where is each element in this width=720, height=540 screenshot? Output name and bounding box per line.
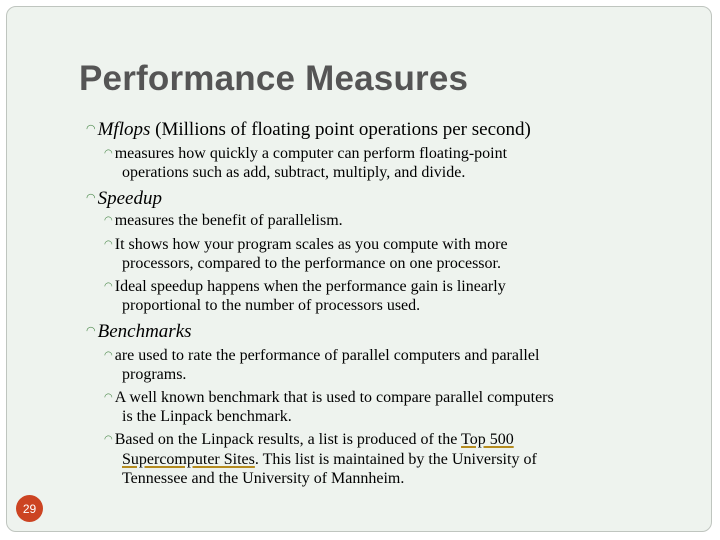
arc-bullet-icon: ◠ bbox=[86, 324, 96, 337]
page-number-badge: 29 bbox=[16, 495, 43, 522]
term-speedup: Speedup bbox=[97, 188, 162, 209]
speedup-sub3 bbox=[104, 278, 506, 296]
benchmarks-sub3-prefix: Based on the Linpack results, a list is produced of the bbox=[114, 431, 462, 448]
arc-bullet-icon: ◠ bbox=[104, 281, 113, 292]
benchmarks-sub2-line2: is the Linpack benchmark. bbox=[122, 408, 292, 425]
mflops-sub1-line2: operations such as add, subtract, multiply, and divide. bbox=[122, 164, 466, 181]
speedup-sub3-line1: Ideal speedup happens when the performance gain is linearly bbox=[114, 278, 506, 295]
speedup-sub1 bbox=[104, 212, 343, 230]
benchmarks-sub3-line3: Tennessee and the University of Mannheim. bbox=[122, 470, 405, 487]
arc-bullet-icon: ◠ bbox=[86, 122, 96, 135]
benchmarks-sub2 bbox=[104, 389, 554, 407]
arc-bullet-icon: ◠ bbox=[104, 215, 113, 226]
benchmarks-sub2-line1: A well known benchmark that is used to compare parallel computers bbox=[114, 389, 554, 406]
bullet-mflops bbox=[86, 119, 531, 141]
speedup-sub3-line2: proportional to the number of processors used. bbox=[122, 297, 421, 314]
benchmarks-sub1 bbox=[104, 347, 539, 365]
arc-bullet-icon: ◠ bbox=[104, 350, 113, 361]
arc-bullet-icon: ◠ bbox=[104, 239, 113, 250]
term-benchmarks: Benchmarks bbox=[97, 321, 192, 342]
arc-bullet-icon: ◠ bbox=[86, 191, 96, 204]
bullet-benchmarks bbox=[86, 321, 192, 343]
benchmarks-sub1-line1: are used to rate the performance of parallel computers and parallel bbox=[114, 347, 540, 364]
mflops-definition: (Millions of floating point operations per second) bbox=[155, 119, 531, 140]
arc-bullet-icon: ◠ bbox=[104, 392, 113, 403]
bullet-speedup bbox=[86, 188, 162, 210]
speedup-sub1-text: measures the benefit of parallelism. bbox=[114, 212, 343, 229]
term-mflops: Mflops bbox=[97, 119, 151, 140]
slide-title: Performance Measures bbox=[79, 59, 469, 98]
top500-link-part2[interactable]: Supercomputer Sites bbox=[122, 451, 255, 468]
benchmarks-sub3-line2 bbox=[122, 451, 537, 469]
benchmarks-sub3 bbox=[104, 431, 514, 449]
top500-link-part1[interactable]: Top 500 bbox=[461, 431, 514, 448]
mflops-sub1 bbox=[104, 145, 507, 163]
speedup-sub2-line1: It shows how your program scales as you compute with more bbox=[114, 236, 508, 253]
arc-bullet-icon: ◠ bbox=[104, 434, 113, 445]
arc-bullet-icon: ◠ bbox=[104, 148, 113, 159]
benchmarks-sub1-line2: programs. bbox=[122, 366, 187, 383]
mflops-sub1-line1: measures how quickly a computer can perform floating-point bbox=[114, 145, 508, 162]
benchmarks-sub3-suffix: . This list is maintained by the University of bbox=[254, 451, 537, 468]
speedup-sub2-line2: processors, compared to the performance on one processor. bbox=[122, 255, 501, 272]
speedup-sub2 bbox=[104, 236, 508, 254]
